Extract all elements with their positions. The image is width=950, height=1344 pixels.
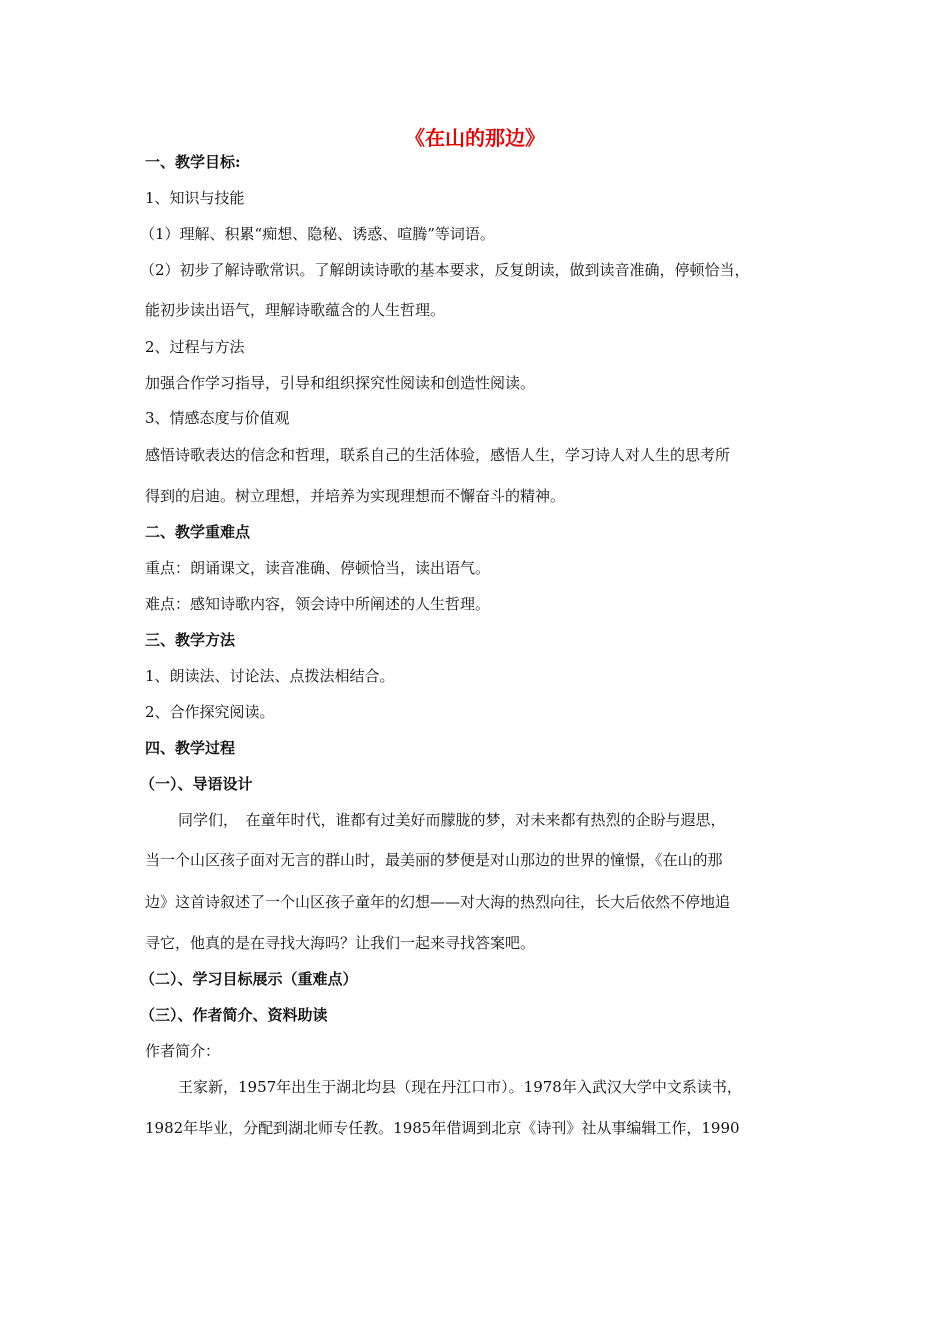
paragraph-line: 感悟诗歌表达的信念和哲理，联系自己的生活体验，感悟人生，学习诗人对人生的思考所	[145, 446, 731, 464]
subheading-intro-design: （一）、导语设计	[140, 775, 253, 793]
paragraph-line: 2、合作探究阅读。	[145, 703, 275, 721]
subheading-knowledge-skills: 1、知识与技能	[145, 189, 245, 207]
document-title: 《在山的那边》	[405, 126, 545, 150]
paragraph-line: 1、朗读法、讨论法、点拨法相结合。	[145, 667, 395, 685]
paragraph-line: 作者简介：	[145, 1042, 221, 1060]
subheading-author-intro: （三）、作者简介、资料助读	[140, 1006, 328, 1024]
heading-teaching-methods: 三、教学方法	[145, 631, 236, 649]
heading-teaching-process: 四、教学过程	[145, 739, 236, 757]
paragraph-line: （2）初步了解诗歌常识。了解朗读诗歌的基本要求，反复朗读，做到读音准确，停顿恰当，	[140, 261, 750, 279]
paragraph-line: 得到的启迪。树立理想，并培养为实现理想而不懈奋斗的精神。	[145, 487, 566, 505]
paragraph-line: 1982年毕业，分配到湖北师专任教。1985年借调到北京《诗刊》社从事编辑工作，1990	[145, 1119, 740, 1137]
paragraph-line: 同学们， 在童年时代，谁都有过美好而朦胧的梦，对未来都有热烈的企盼与遐思，	[178, 811, 726, 829]
paragraph-line: 寻它，他真的是在寻找大海吗？让我们一起来寻找答案吧。	[145, 934, 536, 952]
subheading-learning-goals: （二）、学习目标展示（重难点）	[140, 970, 358, 988]
paragraph-line: 加强合作学习指导，引导和组织探究性阅读和创造性阅读。	[145, 374, 536, 392]
paragraph-line: 能初步读出语气，理解诗歌蕴含的人生哲理。	[145, 301, 446, 319]
paragraph-line: 王家新，1957年出生于湖北均县（现在丹江口市）。1978年入武汉大学中文系读书，	[178, 1078, 742, 1096]
subheading-emotion-values: 3、情感态度与价值观	[145, 409, 290, 427]
paragraph-line: 重点：朗诵课文，读音准确、停顿恰当，读出语气。	[145, 559, 491, 577]
paragraph-line: 难点：感知诗歌内容，领会诗中所阐述的人生哲理。	[145, 595, 491, 613]
paragraph-line: （1）理解、积累“痴想、隐秘、诱惑、喧腾”等词语。	[140, 225, 495, 243]
paragraph-line: 当一个山区孩子面对无言的群山时，最美丽的梦便是对山那边的世界的憧憬，《在山的那	[145, 851, 723, 869]
heading-teaching-goals: 一、教学目标:	[145, 153, 241, 171]
paragraph-line: 边》这首诗叙述了一个山区孩子童年的幻想——对大海的热烈向往，长大后依然不停地追	[145, 893, 731, 911]
heading-key-points: 二、教学重难点	[145, 523, 251, 541]
subheading-process-method: 2、过程与方法	[145, 338, 245, 356]
